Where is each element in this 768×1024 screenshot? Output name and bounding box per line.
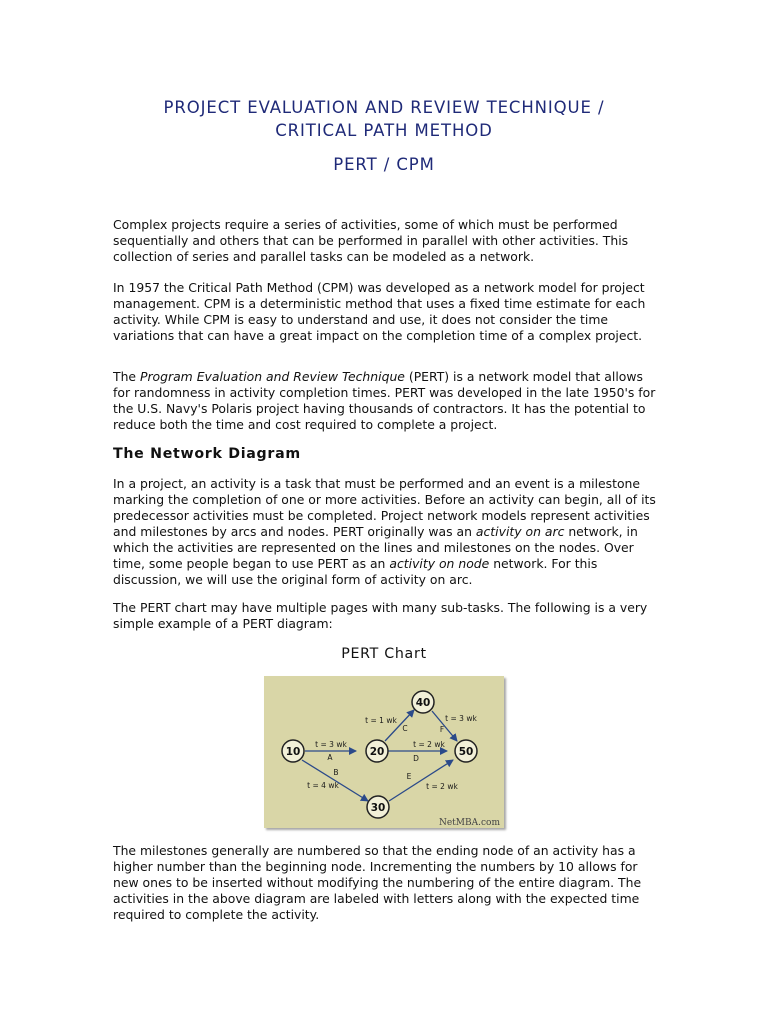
pert-diagram [264, 676, 504, 828]
arc-a-letter: A [327, 753, 333, 762]
node-40 [412, 691, 434, 713]
node-10 [282, 740, 304, 762]
arc-e-time: t = 2 wk [426, 782, 458, 791]
node-label: 20 [369, 746, 385, 758]
arc-b-letter: B [333, 768, 339, 777]
italic-term: activity on node [389, 556, 490, 571]
arc-b-time: t = 4 wk [307, 781, 339, 790]
italic-term: activity on arc [475, 524, 565, 539]
arc-c-time: t = 1 wk [365, 716, 397, 725]
arc-c-letter: C [402, 724, 408, 733]
text-run: network, in which the activities are represented on the lines and milestones on the nodes. Over time, some people began to use PERT as an [113, 524, 638, 571]
node-20 [366, 740, 388, 762]
arc-d-time: t = 2 wk [413, 740, 445, 749]
intro-paragraph-2: In 1957 the Critical Path Method (CPM) was developed as a network model for project management. CPM is a deterministic method that uses a fixed time estimate for each activity. While CPM is easy to understand and use, it does not consider the time variations that can have a great impact on the completion time of a complex project. [113, 280, 646, 343]
chart-title: PERT Chart [341, 646, 427, 662]
arc-f-time: t = 3 wk [445, 714, 477, 723]
pert-diagram-svg [264, 676, 504, 828]
arc-a-time: t = 3 wk [315, 740, 347, 749]
node-30 [367, 796, 389, 818]
intro-paragraph-3 [113, 369, 658, 433]
section-heading: The Network Diagram [113, 446, 301, 462]
document-subtitle: PERT / CPM [333, 155, 435, 174]
node-50 [455, 740, 477, 762]
text-run: (PERT) is a network model that allows for randomness in activity completion times. PERT was developed in the late 1950's for the U.S. Navy's Polaris project having thousands of contractors. It has the potential to reduce both the time and cost required to complete a project. [113, 369, 656, 432]
arc-e-letter: E [406, 772, 412, 781]
node-label: 30 [370, 802, 386, 814]
text-run: In a project, an activity is a task that must be performed and an event is a milestone marking the completion of one or more activities. Before an activity can begin, all of its predecessor activities must be completed. Project network models represent activities and milestones by arcs and nodes. PERT originally was an [113, 476, 656, 539]
node-label: 10 [285, 746, 301, 758]
intro-paragraph-1: Complex projects require a series of activities, some of which must be performed sequentially and others that can be performed in parallel with other activities. This collection of series and parallel tasks can be modeled as a network. [113, 217, 629, 264]
netmba-watermark: NetMBA.com [438, 818, 500, 828]
closing-paragraph: The milestones generally are numbered so that the ending node of an activity has a higher number than the beginning node. Incrementing the numbers by 10 allows for new ones to be inserted without modifying the numbering of the entire diagram. The activities in the above diagram are labeled with letters along with the expected time required to complete the activity. [113, 843, 642, 922]
text-run: network. For this discussion, we will use the original form of activity on arc. [113, 556, 598, 587]
network-paragraph-2: The PERT chart may have multiple pages with many sub-tasks. The following is a very simple example of a PERT diagram: [113, 600, 648, 631]
node-label: 50 [458, 746, 474, 758]
italic-term: Program Evaluation and Review Technique [139, 369, 405, 384]
document-title-line2: CRITICAL PATH METHOD [275, 121, 493, 140]
arc-f-letter: F [439, 725, 445, 734]
document-title-line1: PROJECT EVALUATION AND REVIEW TECHNIQUE / [163, 98, 605, 117]
text-run: The [113, 369, 140, 384]
arc-d-letter: D [413, 754, 419, 763]
network-paragraph-1 [113, 476, 658, 588]
node-label: 40 [415, 697, 431, 709]
